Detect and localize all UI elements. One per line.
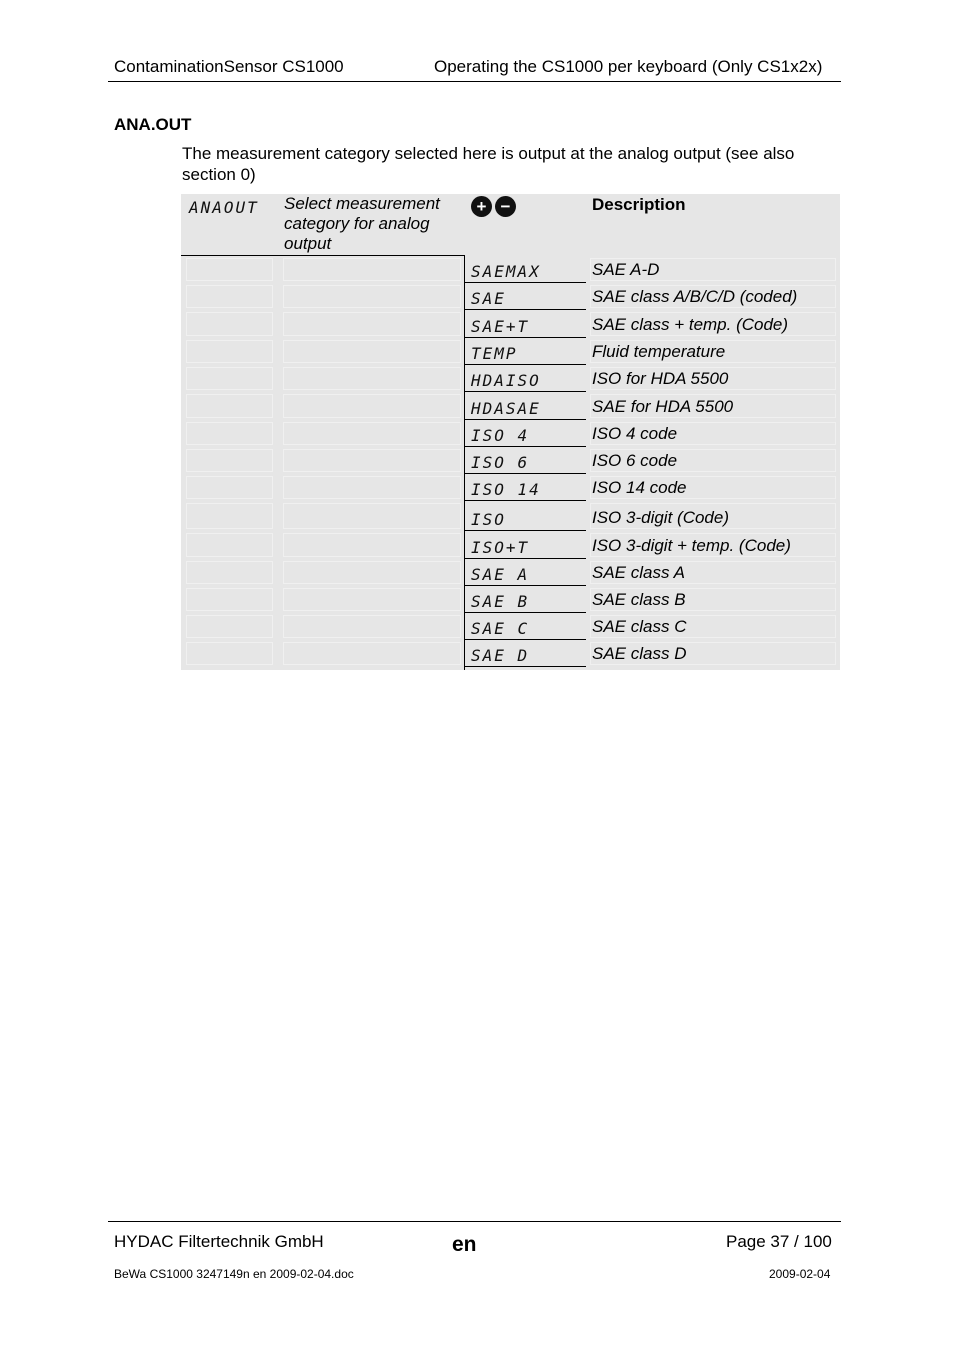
- cell-outline: [186, 449, 273, 472]
- option-display-code: SAE C: [471, 619, 530, 638]
- table-row: [181, 613, 840, 640]
- cell-outline: [186, 340, 273, 363]
- table-row: [181, 640, 840, 667]
- option-display-code: TEMP: [471, 344, 518, 363]
- cell-outline: [186, 642, 273, 665]
- table-row: [181, 283, 840, 310]
- menu-display-code: ANAOUT: [189, 198, 259, 217]
- option-description: SAE class D: [592, 644, 687, 663]
- option-display-code: SAEMAX: [471, 262, 541, 281]
- header-divider: [108, 81, 841, 82]
- table-row: [181, 392, 840, 420]
- cell-outline: [283, 340, 461, 363]
- table-row: [181, 365, 840, 392]
- option-rows: [181, 256, 840, 667]
- footer-language: en: [452, 1233, 477, 1256]
- cell-outline: [186, 588, 273, 611]
- option-display-code: ISO: [471, 510, 506, 529]
- cell-outline: [283, 615, 461, 638]
- option-description: SAE A-D: [592, 260, 660, 279]
- section-title: ANA.OUT: [114, 115, 192, 134]
- table-row: [181, 531, 840, 559]
- table-row: [181, 256, 840, 283]
- cell-outline: [186, 422, 273, 445]
- option-description: Fluid temperature: [592, 342, 726, 361]
- cell-outline: [283, 367, 461, 390]
- option-display-code: HDASAE: [471, 399, 541, 418]
- table-row: [181, 474, 840, 501]
- option-display-code: HDAISO: [471, 371, 541, 390]
- option-description: ISO 4 code: [592, 424, 678, 443]
- cell-outline: [283, 312, 461, 336]
- option-display-code: SAE A: [471, 565, 530, 584]
- option-description: SAE class C: [592, 617, 687, 636]
- footer-document-name: BeWa CS1000 3247149n en 2009-02-04.doc: [114, 1267, 354, 1281]
- cell-outline: [186, 503, 273, 529]
- option-display-code: ISO 6: [471, 453, 530, 472]
- option-display-code: SAE+T: [471, 317, 530, 336]
- table-row: [181, 420, 840, 447]
- plus-icon: +: [471, 196, 492, 217]
- cell-outline: [283, 642, 461, 665]
- menu-description: Select measurement category for analog output: [284, 194, 440, 253]
- menu-table: [181, 194, 840, 670]
- cell-outline: [283, 588, 461, 611]
- option-display-code: SAE D: [471, 646, 530, 665]
- cell-outline: [283, 258, 461, 281]
- option-description: ISO 6 code: [592, 451, 678, 470]
- cell-outline: [186, 615, 273, 638]
- cell-outline: [283, 422, 461, 445]
- cell-outline: [186, 258, 273, 281]
- footer-date: 2009-02-04: [769, 1267, 831, 1281]
- plus-minus-keys: [471, 196, 516, 217]
- cell-outline: [283, 561, 461, 584]
- cell-outline: [186, 285, 273, 308]
- table-row: [181, 447, 840, 474]
- footer-page-number: Page 37 / 100: [726, 1232, 832, 1251]
- table-row: [181, 310, 840, 338]
- option-description: SAE class B: [592, 590, 686, 609]
- cell-outline: [186, 367, 273, 390]
- option-description: ISO 3-digit (Code): [592, 508, 729, 527]
- option-display-code: SAE: [471, 289, 506, 308]
- header-title-left: ContaminationSensor CS1000: [114, 57, 344, 76]
- cell-outline: [186, 533, 273, 557]
- cell-outline: [283, 476, 461, 499]
- option-description: SAE class A/B/C/D (coded): [592, 287, 798, 306]
- option-description: SAE class A: [592, 563, 685, 582]
- option-description: ISO for HDA 5500: [592, 369, 729, 388]
- row-underline: [465, 666, 586, 667]
- header-title-right: Operating the CS1000 per keyboard (Only CS1x2x): [434, 57, 823, 76]
- cell-outline: [186, 312, 273, 336]
- cell-outline: [283, 503, 461, 529]
- minus-icon: −: [495, 196, 516, 217]
- table-row: [181, 586, 840, 613]
- section-intro: The measurement category selected here is output at the analog output (see also section 0): [182, 144, 795, 184]
- cell-outline: [283, 533, 461, 557]
- cell-outline: [283, 394, 461, 418]
- option-description: SAE class + temp. (Code): [592, 315, 789, 334]
- cell-outline: [186, 394, 273, 418]
- table-row: [181, 338, 840, 365]
- footer-company: HYDAC Filtertechnik GmbH: [114, 1232, 324, 1251]
- cell-outline: [186, 561, 273, 584]
- option-description: ISO 14 code: [592, 478, 687, 497]
- option-description: ISO 3-digit + temp. (Code): [592, 536, 791, 555]
- table-row: [181, 559, 840, 586]
- cell-outline: [186, 476, 273, 499]
- option-display-code: ISO 14: [471, 480, 541, 499]
- footer-divider: [108, 1221, 841, 1222]
- option-display-code: ISO 4: [471, 426, 530, 445]
- option-display-code: ISO+T: [471, 538, 530, 557]
- description-column-header: Description: [592, 195, 686, 214]
- cell-outline: [283, 449, 461, 472]
- cell-outline: [283, 285, 461, 308]
- option-description: SAE for HDA 5500: [592, 397, 734, 416]
- table-row: [181, 501, 840, 531]
- option-display-code: SAE B: [471, 592, 530, 611]
